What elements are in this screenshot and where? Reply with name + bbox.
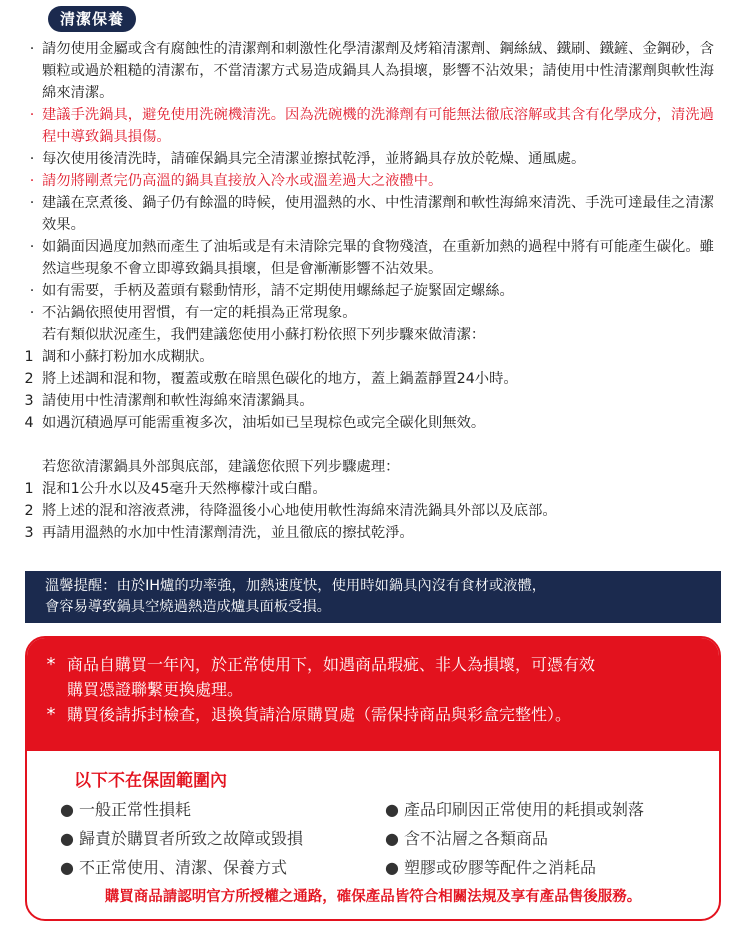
step-text: 請使用中性清潔劑和軟性海綿來清潔鍋具。 (42, 393, 314, 409)
step-text: 將上述調和混和物，覆蓋或敷在暗黑色碳化的地方，蓋上鍋蓋靜置24小時。 (42, 371, 518, 387)
warranty-terms (27, 638, 719, 751)
care-item-text: 如鍋面因過度加熱而產生了油垢或是有未清除完畢的食物殘渣，在重新加熱的過程中將有可能產生碳化。雖然這些現象不會立即導致鍋具損壞，但是會漸漸影響不沾效果。 (42, 239, 714, 277)
care-item-text: 建議手洗鍋具，避免使用洗碗機清洗。因為洗碗機的洗滌劑有可能無法徹底溶解或其含有化學成分，清洗過程中導致鍋具損傷。 (42, 107, 714, 145)
bullet-dot-icon: ● (385, 800, 399, 819)
reminder-line: 會容易導致鍋具空燒過熱造成爐具面板受損。 (45, 599, 331, 615)
exclusion-text: 一般正常性損耗 (79, 800, 192, 819)
asterisk-icon: * (46, 704, 56, 725)
bullet: · (29, 195, 35, 211)
bullet: · (29, 239, 35, 255)
exclusion-item (57, 853, 303, 882)
step-item (22, 390, 722, 412)
baking-soda-intro: 若有類似狀況產生，我們建議您使用小蘇打粉依照下列步驟來做清潔： (42, 327, 486, 343)
care-item (22, 302, 722, 324)
care-item (22, 192, 722, 236)
care-item-warning (22, 170, 722, 192)
bullet-dot-icon: ● (385, 858, 399, 877)
bullet: · (29, 283, 35, 299)
care-item (22, 236, 722, 280)
asterisk-icon: * (46, 654, 56, 675)
exterior-intro: 若您欲清潔鍋具外部與底部，建議您依照下列步驟處理： (42, 459, 400, 475)
step-text: 調和小蘇打粉加水成糊狀。 (42, 349, 214, 365)
step-item (22, 412, 722, 434)
warranty-term (39, 652, 699, 677)
exclusion-text: 塑膠或矽膠等配件之消耗品 (404, 858, 597, 877)
care-item-text: 請勿將剛煮完仍高溫的鍋具直接放入冷水或溫差過大之液體中。 (42, 173, 443, 189)
bullet: · (29, 173, 35, 189)
step-number: 4 (24, 415, 34, 431)
bullet-dot-icon: ● (385, 829, 399, 848)
step-item (22, 522, 722, 544)
step-item (22, 478, 722, 500)
step-number: 2 (24, 503, 34, 519)
step-item (22, 346, 722, 368)
section-title: 清潔保養 (48, 6, 136, 32)
ih-reminder-box (25, 571, 721, 623)
care-item-warning (22, 104, 722, 148)
step-number: 2 (24, 371, 34, 387)
exclusion-item (382, 795, 644, 824)
warranty-term (39, 702, 699, 727)
exclusion-item (57, 795, 303, 824)
bullet: · (29, 107, 35, 123)
step-item (22, 368, 722, 390)
warranty-term-text: 購買憑證聯繫更換處理。 (67, 680, 244, 699)
care-instructions (22, 38, 722, 544)
bullet-dot-icon: ● (60, 829, 74, 848)
care-item-text: 不沾鍋依照使用習慣，有一定的耗損為正常現象。 (42, 305, 357, 321)
bullet: · (29, 41, 35, 57)
step-text: 如遇沉積過厚可能需重複多次，油垢如已呈現棕色或完全碳化則無效。 (42, 415, 486, 431)
warranty-term-text: 購買後請拆封檢查，退換貨請洽原購買處（需保持商品與彩盒完整性）。 (67, 705, 572, 724)
care-item-text: 請勿使用金屬或含有腐蝕性的清潔劑和刺激性化學清潔劑及烤箱清潔劑、鋼絲絨、鐵刷、鐵鏟、金鋼砂，含顆粒或過於粗糙的清潔布，不當清潔方式易造成鍋具人為損壞，影響不沾效果；請使用中性清潔劑與軟性海綿來清潔。 (42, 41, 714, 101)
exclusion-text: 歸責於購買者所致之故障或毀損 (79, 829, 304, 848)
spacer (22, 434, 722, 456)
step-number: 3 (24, 393, 34, 409)
bullet: · (29, 305, 35, 321)
step-text: 將上述的混和溶液煮沸，待降溫後小心地使用軟性海綿來清洗鍋具外部以及底部。 (42, 503, 557, 519)
step-text: 再請用溫熱的水加中性清潔劑清洗，並且徹底的擦拭乾淨。 (42, 525, 414, 541)
bullet-dot-icon: ● (60, 858, 74, 877)
exclusion-item (57, 824, 303, 853)
exclusion-item (382, 853, 644, 882)
bullet: · (29, 151, 35, 167)
step-number: 1 (24, 481, 34, 497)
step-number: 1 (24, 349, 34, 365)
exclusions-right-column (382, 795, 644, 882)
exclusion-text: 產品印刷因正常使用的耗損或剝落 (404, 800, 645, 819)
step-item (22, 500, 722, 522)
care-item (22, 38, 722, 104)
warranty-box (25, 636, 721, 921)
care-item-text: 每次使用後清洗時，請確保鍋具完全清潔並擦拭乾淨，並將鍋具存放於乾燥、通風處。 (42, 151, 586, 167)
exclusion-text: 不正常使用、清潔、保養方式 (79, 858, 288, 877)
bullet-dot-icon: ● (60, 800, 74, 819)
exclusion-item (382, 824, 644, 853)
step-text: 混和1公升水以及45毫升天然檸檬汁或白醋。 (42, 481, 327, 497)
care-item-text: 如有需要，手柄及蓋頭有鬆動情形，請不定期使用螺絲起子旋緊固定螺絲。 (42, 283, 514, 299)
warranty-term-continued (39, 677, 699, 702)
exclusions-left-column (57, 795, 303, 882)
step-number: 3 (24, 525, 34, 541)
warranty-term-text: 商品自購買一年內，於正常使用下，如遇商品瑕疵、非人為損壞，可憑有效 (67, 655, 596, 674)
care-item (22, 280, 722, 302)
exclusions-title: 以下不在保固範圍內 (74, 771, 227, 791)
reminder-line: 溫馨提醒：由於IH爐的功率強，加熱速度快，使用時如鍋具內沒有食材或液體， (45, 578, 547, 594)
care-item (22, 148, 722, 170)
authorized-channel-note: 購買商品請認明官方所授權之通路，確保產品皆符合相關法規及享有產品售後服務。 (104, 889, 642, 905)
exclusion-text: 含不沾層之各類商品 (404, 829, 549, 848)
care-item-text: 建議在烹煮後、鍋子仍有餘溫的時候，使用溫熱的水、中性清潔劑和軟性海綿來清洗、手洗可達最佳之清潔效果。 (42, 195, 714, 233)
